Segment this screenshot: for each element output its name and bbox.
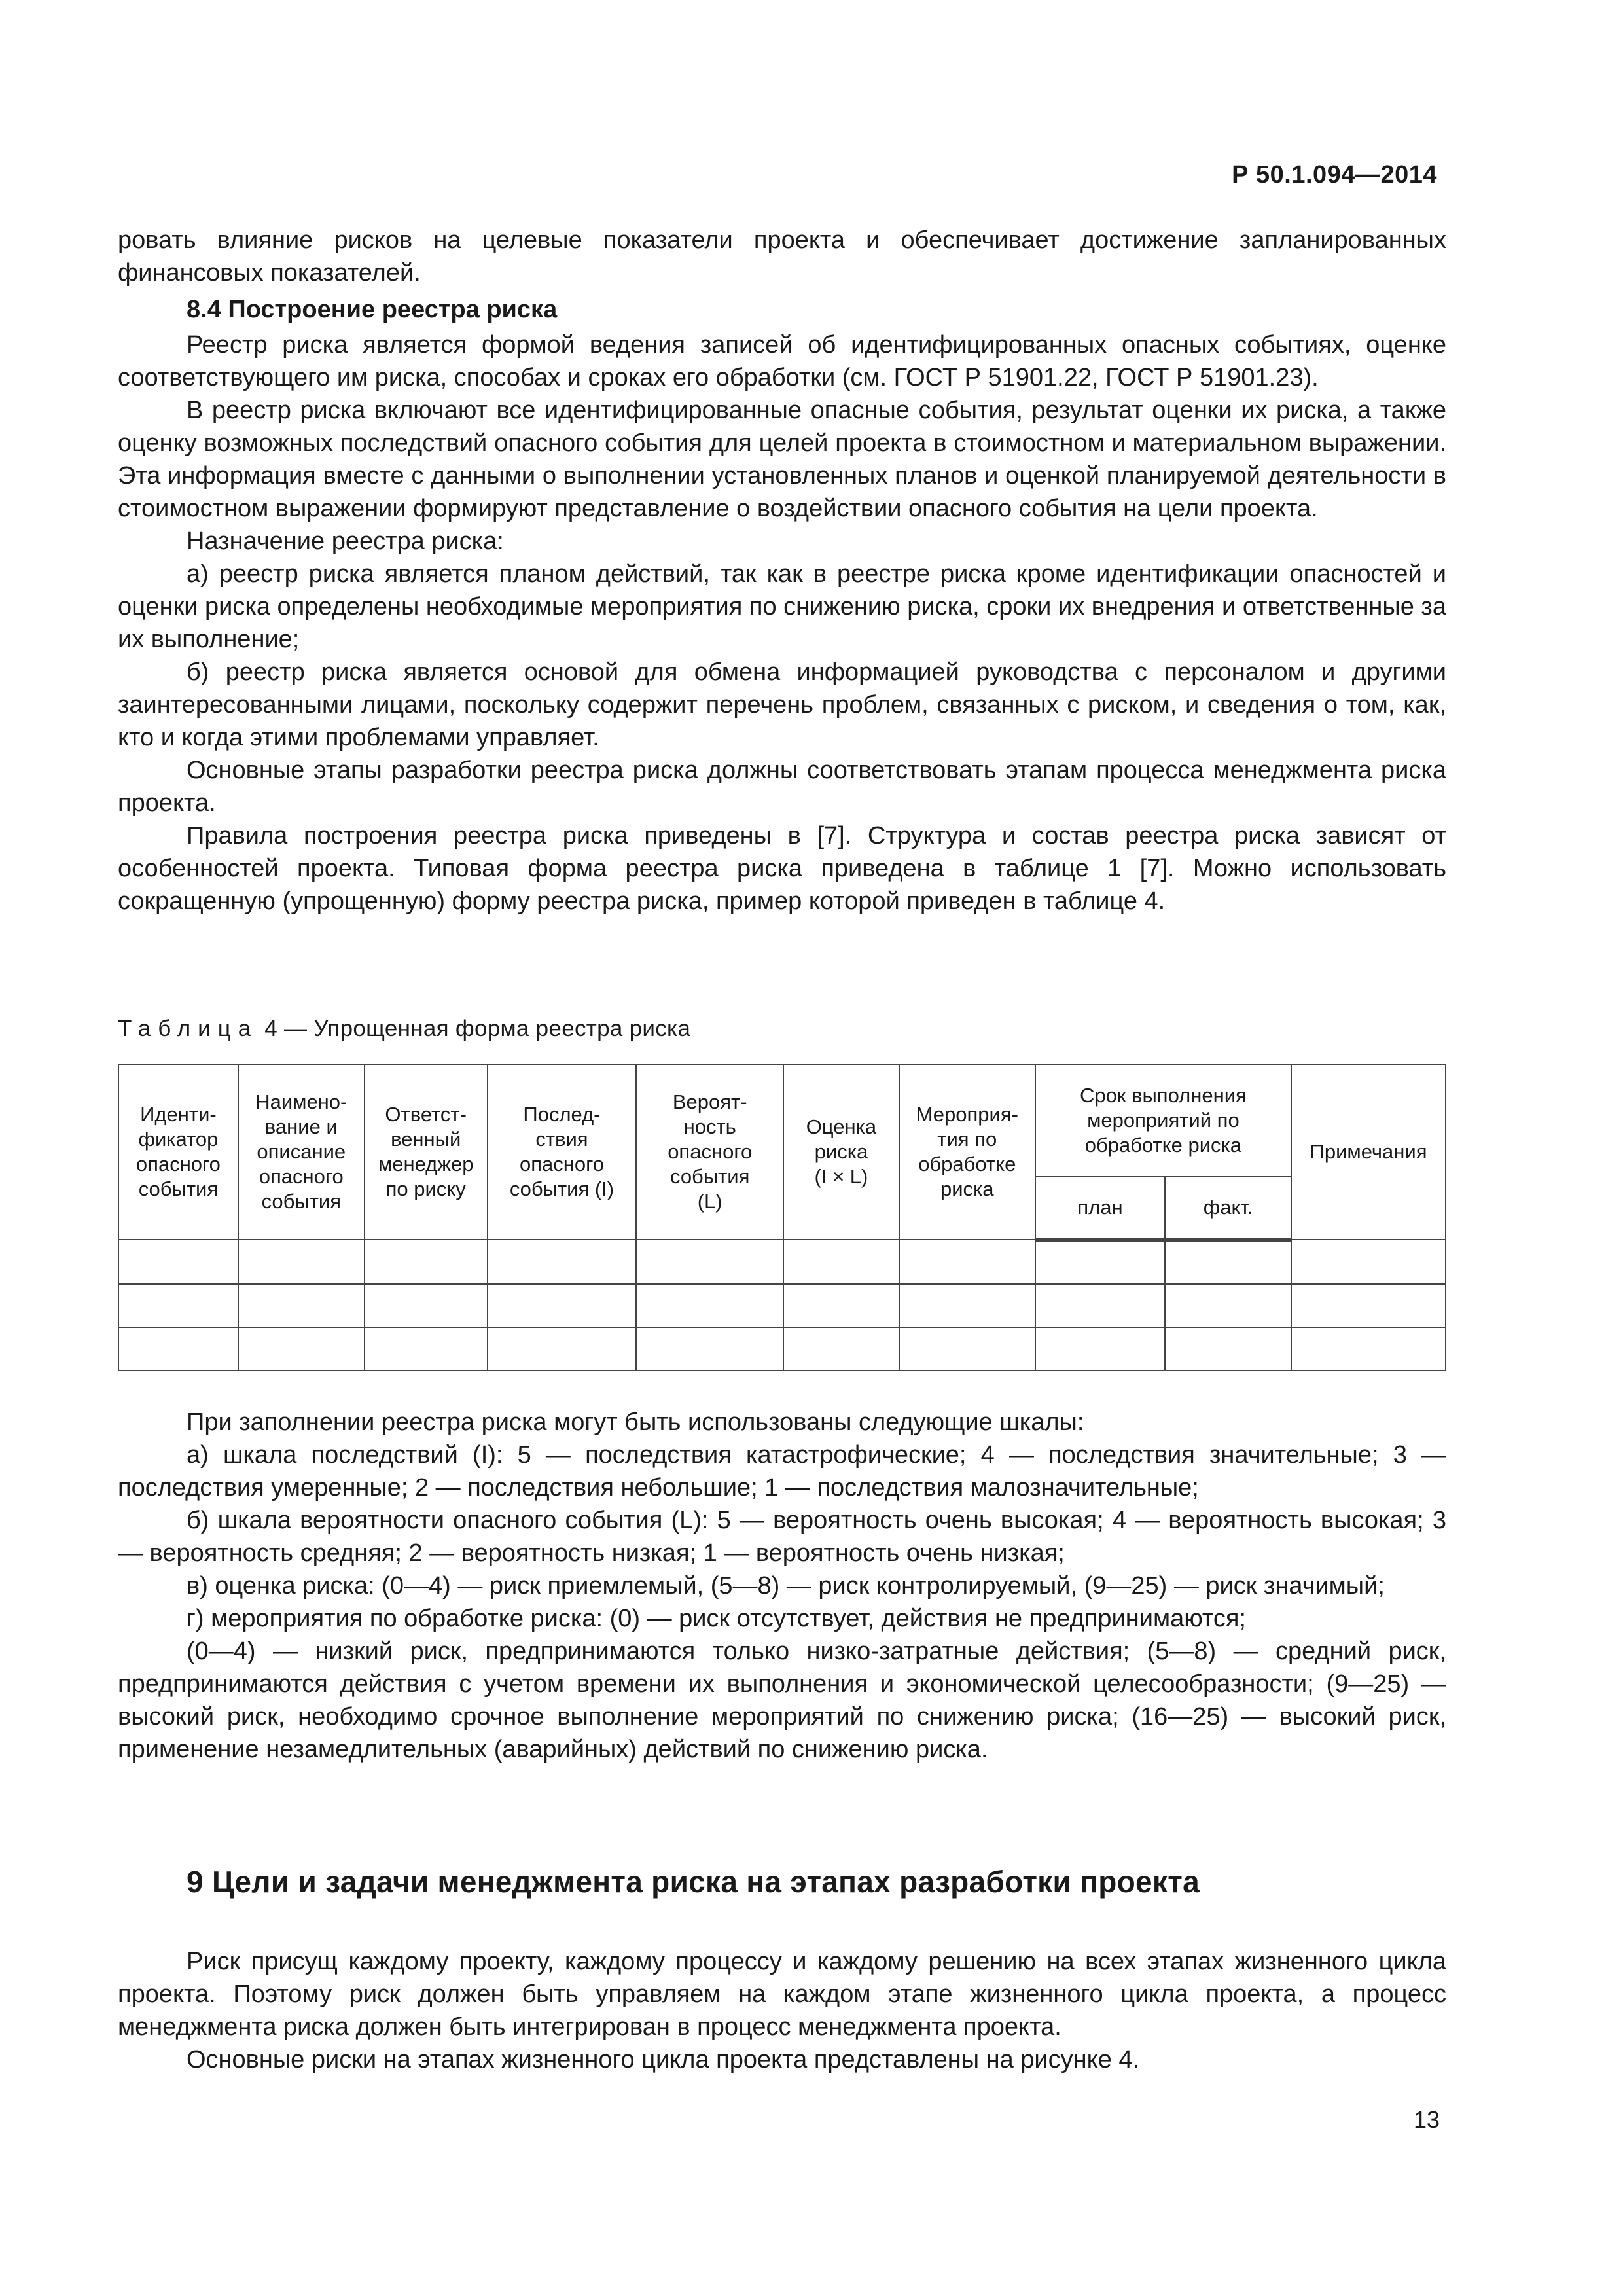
scales-text xyxy=(118,1406,1446,1766)
table-row xyxy=(118,1327,1446,1371)
table-cell xyxy=(1035,1284,1166,1327)
header-deadline: Срок выполнения мероприятий по обработке риска xyxy=(1035,1064,1291,1177)
header-notes: Примечания xyxy=(1291,1064,1446,1240)
table-cell xyxy=(118,1240,238,1284)
paragraph: При заполнении реестра риска могут быть использованы следующие шкалы: xyxy=(187,1408,1084,1436)
section-heading-9: 9 Цели и задачи менеджмента риска на этапах разработки проекта xyxy=(187,1865,1200,1899)
table-cell xyxy=(783,1327,899,1371)
paragraph: Риск присущ каждому проекту, каждому процессу и каждому решению на всех этапах жизненного цикла проекта. Поэтому риск должен быть управляем на каждом этапе жизненного цикла проекта, а процесс менеджмента риска должен быть интегрирован в процесс менеджмента проекта. xyxy=(118,1948,1446,2041)
table-cell xyxy=(238,1240,365,1284)
paragraph: Основные этапы разработки реестра риска должны соответствовать этапам процесса менеджмента риска проекта. xyxy=(118,757,1446,817)
table-cell xyxy=(899,1240,1035,1284)
header-measures: Мероприя- тия по обработке риска xyxy=(899,1064,1035,1240)
table-cell xyxy=(1291,1327,1446,1371)
table-cell xyxy=(636,1327,783,1371)
table-cell xyxy=(1165,1240,1291,1284)
page-number: 13 xyxy=(1413,2106,1440,2133)
table-cell xyxy=(636,1240,783,1284)
table-cell xyxy=(899,1284,1035,1327)
section-heading-8-4: 8.4 Построение реестра риска xyxy=(187,296,558,323)
header-plan: план xyxy=(1035,1177,1166,1240)
table-cell xyxy=(238,1327,365,1371)
table-cell xyxy=(1165,1327,1291,1371)
table-cell xyxy=(1165,1284,1291,1327)
header-assessment: Оценка риска (I × L) xyxy=(783,1064,899,1240)
header-probability: Вероят- ность опасного события (L) xyxy=(636,1064,783,1240)
table-cell xyxy=(118,1284,238,1327)
risk-register-table xyxy=(118,1064,1446,1371)
table-cell xyxy=(488,1327,637,1371)
table-cell xyxy=(899,1327,1035,1371)
table-cell xyxy=(365,1240,488,1284)
table-cell xyxy=(783,1240,899,1284)
table-cell xyxy=(1035,1240,1166,1284)
table-cell xyxy=(238,1284,365,1327)
table-cell xyxy=(488,1284,637,1327)
section-9-text xyxy=(118,1945,1446,2076)
list-item-d: г) мероприятия по обработке риска: (0) — риск отсутствует, действия не предпринимаются; xyxy=(187,1605,1246,1632)
list-item-b: б) шкала вероятности опасного события (L): 5 — вероятность очень высокая; 4 — вероятность высокая; 3 — вероятность средняя; 2 — вероятность низкая; 1 — вероятность очень низкая; xyxy=(118,1507,1446,1567)
header-consequences: Послед- ствия опасного события (I) xyxy=(488,1064,637,1240)
paragraph: (0—4) — низкий риск, предпринимаются только низко-затратные действия; (5—8) — средний риск, предпринимаются действия с учетом времени их выполнения и экономической целесообразности; (9—25) — высокий риск, необходимо срочное выполнение мероприятий по снижению риска; (16—25) — высокий риск, применение незамедлительных (аварийных) действий по снижению риска. xyxy=(118,1638,1446,1763)
table-cell xyxy=(488,1240,637,1284)
paragraph: Основные риски на этапах жизненного цикла проекта представлены на рисунке 4. xyxy=(187,2046,1140,2073)
header-manager: Ответст- венный менеджер по риску xyxy=(365,1064,488,1240)
list-item-b: б) реестр риска является основой для обмена информацией руководства с персоналом и другими заинтересованными лицами, поскольку содержит перечень проблем, связанных с риском, и сведения о том, как, кто и когда этими проблемами управляет. xyxy=(118,658,1446,751)
table-cell xyxy=(365,1327,488,1371)
table-cell xyxy=(1291,1284,1446,1327)
list-item-c: в) оценка риска: (0—4) — риск приемлемый, (5—8) — риск контролируемый, (9—25) — риск значимый; xyxy=(187,1572,1385,1600)
header-name: Наимено- вание и описание опасного события xyxy=(238,1064,365,1240)
continuation-paragraph: ровать влияние рисков на целевые показатели проекта и обеспечивает достижение запланированных финансовых показателей. xyxy=(118,226,1446,287)
paragraph: В реестр риска включают все идентифицированные опасные события, результат оценки их риска, а также оценку возможных последствий опасного события для целей проекта в стоимостном и материальном выражении. Эта информация вместе с данными о выполнении установленных планов и оценкой планируемой деятельности в стоимостном выражении формируют представление о воздействии опасного события на цели проекта. xyxy=(118,397,1446,522)
table-cell xyxy=(783,1284,899,1327)
paragraph: Реестр риска является формой ведения записей об идентифицированных опасных событиях, оценке соответствующего им риска, способах и сроках его обработки (см. ГОСТ Р 51901.22, ГОСТ Р 51901.23). xyxy=(118,331,1446,391)
list-item-a: а) шкала последствий (I): 5 — последствия катастрофические; 4 — последствия значительные; 3 — последствия умеренные; 2 — последствия небольшие; 1 — последствия малозначительные; xyxy=(118,1441,1446,1501)
table-caption-text: 4 — Упрощенная форма реестра риска xyxy=(258,1016,691,1041)
table-cell xyxy=(118,1327,238,1371)
table-cell xyxy=(365,1284,488,1327)
list-item-a: а) реестр риска является планом действий, так как в реестре риска кроме идентификации опасностей и оценки риска определены необходимые мероприятия по снижению риска, сроки их внедрения и ответственные за их выполнение; xyxy=(118,560,1446,653)
header-fact: факт. xyxy=(1165,1177,1291,1240)
table-cell xyxy=(1291,1240,1446,1284)
table-caption xyxy=(118,1016,690,1042)
paragraph: Правила построения реестра риска приведены в [7]. Структура и состав реестра риска зависят от особенностей проекта. Типовая форма реестра риска приведена в таблице 1 [7]. Можно использовать сокращенную (упрощенную) форму реестра риска, пример которой приведен в таблице 4. xyxy=(118,822,1446,915)
table-cell xyxy=(636,1284,783,1327)
table-row xyxy=(118,1240,1446,1284)
paragraph: Назначение реестра риска: xyxy=(187,528,504,555)
table-caption-prefix: Таблица xyxy=(118,1016,259,1041)
table-row xyxy=(118,1284,1446,1327)
table-cell xyxy=(1035,1327,1166,1371)
document-code: Р 50.1.094—2014 xyxy=(1232,161,1437,188)
section-8-4-text xyxy=(118,224,1446,918)
header-id: Иденти- фикатор опасного события xyxy=(118,1064,238,1240)
